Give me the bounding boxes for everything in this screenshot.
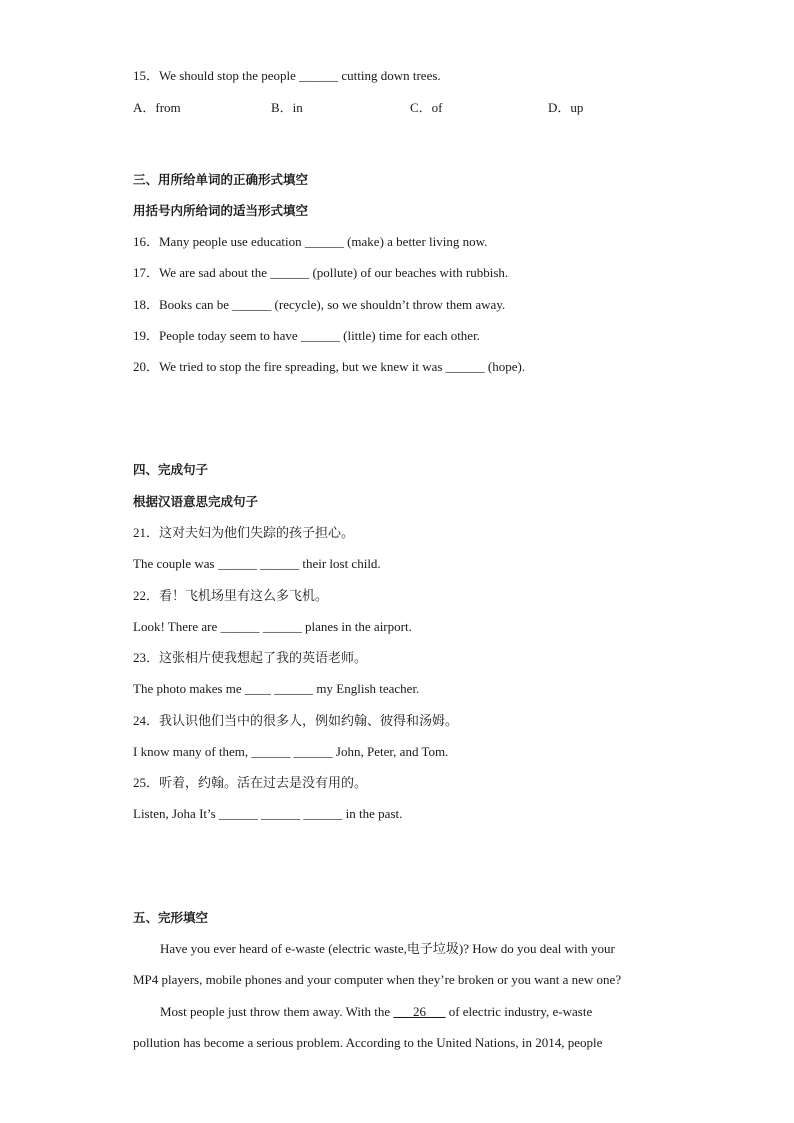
blank-26: ___26___ [393, 1004, 446, 1019]
question-19: 19．People today seem to have ______ (little) time for each other. [133, 328, 480, 343]
passage-line-3 [133, 1004, 690, 1020]
question-25-cn: 25．听着，约翰。活在过去是没有用的。 [133, 775, 368, 790]
question-16: 16．Many people use education ______ (make) a better living now. [133, 234, 488, 249]
question-21-en: The couple was ______ ______ their lost child. [133, 556, 381, 571]
section-4-subtitle: 根据汉语意思完成句子 [133, 494, 259, 509]
section-4-title: 四、完成句子 [133, 462, 209, 477]
option-a: A．from [133, 100, 181, 115]
question-23-en: The photo makes me ____ ______ my English teacher. [133, 681, 420, 696]
passage-text-after-blank: of electric industry, e-waste [448, 1004, 593, 1019]
passage-line-1: Have you ever heard of e-waste (electric waste,电子垃圾)? How do you deal with your [160, 941, 615, 956]
question-23-cn: 23．这张相片使我想起了我的英语老师。 [133, 650, 368, 665]
question-15: 15．We should stop the people ______ cutting down trees. [133, 68, 441, 83]
section-5-title: 五、完形填空 [133, 910, 209, 925]
question-24-cn: 24．我认识他们当中的很多人，例如约翰、彼得和汤姆。 [133, 713, 459, 728]
question-21-cn: 21．这对夫妇为他们失踪的孩子担心。 [133, 525, 355, 540]
question-18: 18．Books can be ______ (recycle), so we shouldn’t throw them away. [133, 297, 506, 312]
question-25-en: Listen, Joha It’s ______ ______ ______ in the past. [133, 806, 403, 821]
passage-line-4: pollution has become a serious problem. According to the United Nations, in 2014, people [133, 1035, 603, 1050]
question-22-en: Look! There are ______ ______ planes in the airport. [133, 619, 412, 634]
passage-text-before-blank: Most people just throw them away. With the [160, 1004, 391, 1019]
option-d: D．up [548, 100, 584, 115]
section-3-subtitle: 用括号内所给词的适当形式填空 [133, 203, 309, 218]
option-b: B．in [271, 100, 303, 115]
passage-line-2: MP4 players, mobile phones and your computer when they’re broken or you want a new one? [133, 972, 622, 987]
question-24-en: I know many of them, ______ ______ John, Peter, and Tom. [133, 744, 449, 759]
option-c: C．of [410, 100, 443, 115]
question-22-cn: 22．看！飞机场里有这么多飞机。 [133, 588, 329, 603]
question-20: 20．We tried to stop the fire spreading, but we knew it was ______ (hope). [133, 359, 526, 374]
question-17: 17．We are sad about the ______ (pollute) of our beaches with rubbish. [133, 265, 509, 280]
section-3-title: 三、用所给单词的正确形式填空 [133, 172, 309, 187]
